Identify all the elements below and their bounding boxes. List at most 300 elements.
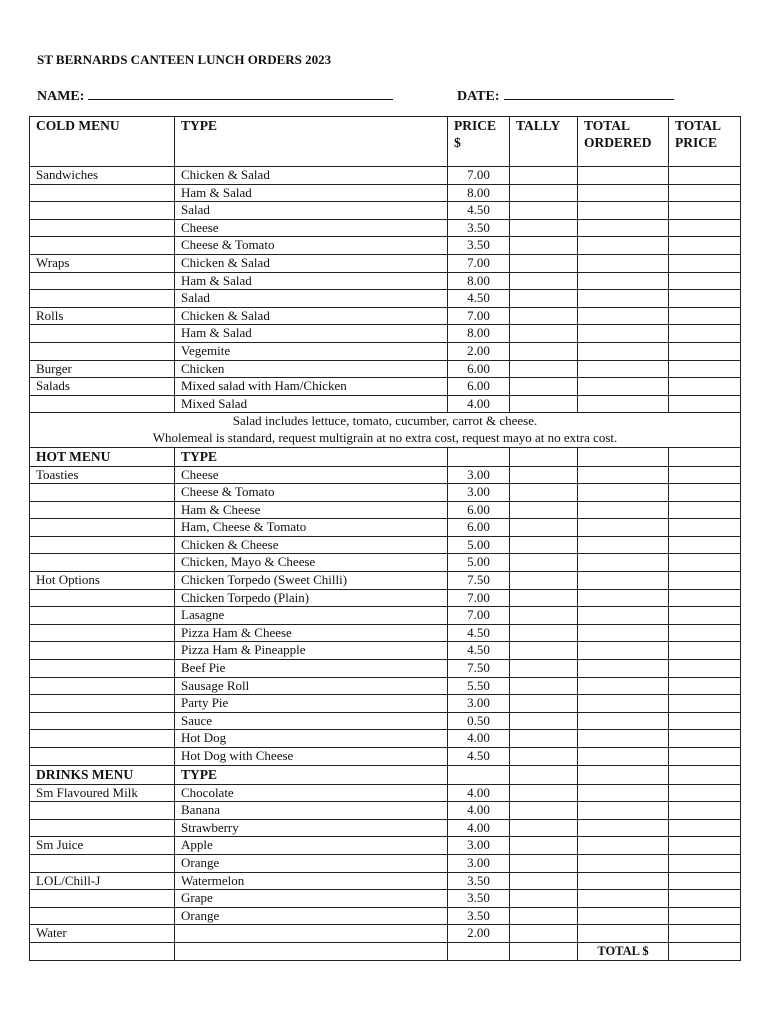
total-price-cell[interactable] xyxy=(669,325,741,343)
hot-item-price: 4.00 xyxy=(448,730,510,748)
total-price-cell[interactable] xyxy=(669,184,741,202)
drink-item-category: Water xyxy=(30,925,175,943)
cold-item-type: Vegemite xyxy=(175,342,448,360)
cold-item-row xyxy=(30,342,741,360)
order-form-table xyxy=(29,116,741,961)
type-heading: TYPE xyxy=(175,117,448,167)
total-price-cell[interactable] xyxy=(669,802,741,820)
total-price-cell[interactable] xyxy=(669,730,741,748)
cold-item-type: Ham & Salad xyxy=(175,272,448,290)
total-price-cell[interactable] xyxy=(669,572,741,590)
drink-item-category xyxy=(30,890,175,908)
tally-cell[interactable] xyxy=(510,554,578,572)
drinks-menu-type-heading: TYPE xyxy=(175,765,448,784)
cold-item-category xyxy=(30,219,175,237)
name-blank-line[interactable] xyxy=(88,87,393,100)
price-heading-unit: $ xyxy=(454,134,461,150)
cold-item-row xyxy=(30,237,741,255)
drink-item-type: Chocolate xyxy=(175,784,448,802)
blank-cell xyxy=(669,447,741,466)
total-ordered-cell[interactable] xyxy=(578,730,669,748)
total-ordered-cell[interactable] xyxy=(578,660,669,678)
total-price-cell[interactable] xyxy=(669,466,741,484)
hot-item-category xyxy=(30,695,175,713)
hot-item-category xyxy=(30,730,175,748)
tally-cell[interactable] xyxy=(510,837,578,855)
hot-item-price: 7.00 xyxy=(448,607,510,625)
tally-cell[interactable] xyxy=(510,660,578,678)
total-ordered-cell[interactable] xyxy=(578,677,669,695)
cold-menu-header-row xyxy=(30,117,741,167)
hot-item-category xyxy=(30,642,175,660)
hot-menu-heading: HOT MENU xyxy=(30,447,175,466)
tally-cell[interactable] xyxy=(510,925,578,943)
cold-item-row xyxy=(30,184,741,202)
tally-cell[interactable] xyxy=(510,607,578,625)
total-ordered-cell[interactable] xyxy=(578,642,669,660)
total-price-cell[interactable] xyxy=(669,819,741,837)
drink-item-category xyxy=(30,819,175,837)
hot-item-category xyxy=(30,748,175,766)
drink-item-row xyxy=(30,854,741,872)
total-ordered-cell[interactable] xyxy=(578,501,669,519)
hot-item-category xyxy=(30,589,175,607)
total-price-heading xyxy=(669,117,741,167)
total-price-cell[interactable] xyxy=(669,695,741,713)
hot-item-price: 5.00 xyxy=(448,536,510,554)
total-price-cell[interactable] xyxy=(669,872,741,890)
hot-item-type: Chicken & Cheese xyxy=(175,536,448,554)
tally-cell[interactable] xyxy=(510,536,578,554)
hot-item-row xyxy=(30,730,741,748)
hot-item-type: Ham, Cheese & Tomato xyxy=(175,519,448,537)
total-ordered-cell[interactable] xyxy=(578,819,669,837)
total-ordered-heading xyxy=(578,117,669,167)
total-price-cell[interactable] xyxy=(669,272,741,290)
tally-cell[interactable] xyxy=(510,307,578,325)
drink-item-type: Orange xyxy=(175,907,448,925)
cold-item-type: Ham & Salad xyxy=(175,184,448,202)
hot-item-type: Pizza Ham & Pineapple xyxy=(175,642,448,660)
drink-item-price: 2.00 xyxy=(448,925,510,943)
blank-cell xyxy=(448,765,510,784)
cold-item-price: 8.00 xyxy=(448,184,510,202)
hot-item-row xyxy=(30,501,741,519)
hot-item-price: 3.00 xyxy=(448,466,510,484)
total-ordered-cell[interactable] xyxy=(578,378,669,396)
drink-item-type: Grape xyxy=(175,890,448,908)
total-ordered-cell[interactable] xyxy=(578,802,669,820)
total-ordered-cell[interactable] xyxy=(578,290,669,308)
hot-item-type: Chicken, Mayo & Cheese xyxy=(175,554,448,572)
tally-cell[interactable] xyxy=(510,484,578,502)
hot-item-type: Sauce xyxy=(175,712,448,730)
total-price-cell[interactable] xyxy=(669,290,741,308)
hot-item-category xyxy=(30,712,175,730)
cold-item-category: Burger xyxy=(30,360,175,378)
hot-item-category xyxy=(30,607,175,625)
total-ordered-cell[interactable] xyxy=(578,872,669,890)
drink-item-row xyxy=(30,872,741,890)
cold-item-row xyxy=(30,219,741,237)
hot-item-price: 7.00 xyxy=(448,589,510,607)
tally-cell[interactable] xyxy=(510,624,578,642)
total-price-cell[interactable] xyxy=(669,854,741,872)
total-price-cell[interactable] xyxy=(669,342,741,360)
cold-item-price: 4.00 xyxy=(448,395,510,413)
total-ordered-cell[interactable] xyxy=(578,202,669,220)
tally-cell[interactable] xyxy=(510,342,578,360)
hot-item-category: Toasties xyxy=(30,466,175,484)
total-price-cell[interactable] xyxy=(669,307,741,325)
blank-cell xyxy=(448,942,510,960)
hot-item-row xyxy=(30,677,741,695)
cold-item-category: Salads xyxy=(30,378,175,396)
hot-item-row xyxy=(30,748,741,766)
blank-cell xyxy=(669,765,741,784)
total-price-cell[interactable] xyxy=(669,607,741,625)
total-ordered-cell[interactable] xyxy=(578,748,669,766)
grand-total-row xyxy=(30,942,741,960)
hot-item-price: 6.00 xyxy=(448,519,510,537)
hot-item-price: 6.00 xyxy=(448,501,510,519)
total-ordered-cell[interactable] xyxy=(578,307,669,325)
drink-item-row xyxy=(30,925,741,943)
blank-cell xyxy=(510,447,578,466)
grand-total-label: TOTAL $ xyxy=(578,942,669,960)
cold-menu-heading: COLD MENU xyxy=(30,117,175,167)
hot-item-price: 4.50 xyxy=(448,642,510,660)
total-price-cell[interactable] xyxy=(669,890,741,908)
total-price-cell[interactable] xyxy=(669,360,741,378)
tally-cell[interactable] xyxy=(510,466,578,484)
tally-cell[interactable] xyxy=(510,642,578,660)
total-price-cell[interactable] xyxy=(669,907,741,925)
hot-item-type: Hot Dog xyxy=(175,730,448,748)
total-price-cell[interactable] xyxy=(669,554,741,572)
cold-item-price: 3.50 xyxy=(448,219,510,237)
hot-item-category xyxy=(30,484,175,502)
page-title: ST BERNARDS CANTEEN LUNCH ORDERS 2023 xyxy=(37,52,332,67)
hot-item-price: 7.50 xyxy=(448,660,510,678)
hot-item-price: 4.50 xyxy=(448,624,510,642)
total-price-cell[interactable] xyxy=(669,589,741,607)
cold-item-row xyxy=(30,254,741,272)
cold-item-price: 7.00 xyxy=(448,167,510,185)
drink-item-price: 4.00 xyxy=(448,819,510,837)
hot-item-type: Hot Dog with Cheese xyxy=(175,748,448,766)
cold-item-category xyxy=(30,290,175,308)
total-ordered-cell[interactable] xyxy=(578,925,669,943)
hot-item-price: 5.00 xyxy=(448,554,510,572)
hot-item-type: Chicken Torpedo (Sweet Chilli) xyxy=(175,572,448,590)
total-ordered-cell[interactable] xyxy=(578,607,669,625)
cold-item-category: Rolls xyxy=(30,307,175,325)
tally-cell[interactable] xyxy=(510,237,578,255)
cold-item-category xyxy=(30,272,175,290)
cold-item-row xyxy=(30,290,741,308)
hot-item-row xyxy=(30,695,741,713)
hot-item-row xyxy=(30,624,741,642)
tally-cell[interactable] xyxy=(510,890,578,908)
cold-item-row xyxy=(30,272,741,290)
total-ordered-cell[interactable] xyxy=(578,484,669,502)
hot-item-price: 3.00 xyxy=(448,695,510,713)
total-price-cell[interactable] xyxy=(669,837,741,855)
drink-item-row xyxy=(30,837,741,855)
drink-item-type: Orange xyxy=(175,854,448,872)
hot-item-category xyxy=(30,501,175,519)
cold-item-category: Sandwiches xyxy=(30,167,175,185)
hot-item-price: 0.50 xyxy=(448,712,510,730)
total-price-cell[interactable] xyxy=(669,484,741,502)
cold-item-price: 8.00 xyxy=(448,325,510,343)
tally-cell[interactable] xyxy=(510,272,578,290)
blank-cell xyxy=(578,765,669,784)
cold-item-price: 6.00 xyxy=(448,360,510,378)
drink-item-row xyxy=(30,890,741,908)
tally-cell[interactable] xyxy=(510,872,578,890)
hot-item-category: Hot Options xyxy=(30,572,175,590)
drink-item-price: 4.00 xyxy=(448,802,510,820)
cold-item-type: Mixed Salad xyxy=(175,395,448,413)
salad-note xyxy=(30,413,741,447)
cold-item-price: 7.00 xyxy=(448,254,510,272)
tally-cell[interactable] xyxy=(510,802,578,820)
total-price-cell[interactable] xyxy=(669,536,741,554)
total-price-cell[interactable] xyxy=(669,677,741,695)
hot-item-row xyxy=(30,484,741,502)
total-ordered-cell[interactable] xyxy=(578,254,669,272)
total-price-cell[interactable] xyxy=(669,660,741,678)
drink-item-type: Watermelon xyxy=(175,872,448,890)
tally-cell[interactable] xyxy=(510,784,578,802)
tally-cell[interactable] xyxy=(510,854,578,872)
tally-cell[interactable] xyxy=(510,254,578,272)
cold-item-row xyxy=(30,395,741,413)
cold-item-price: 7.00 xyxy=(448,307,510,325)
drinks-menu-header-row xyxy=(30,765,741,784)
blank-cell xyxy=(30,942,175,960)
tally-cell[interactable] xyxy=(510,677,578,695)
cold-item-row xyxy=(30,325,741,343)
tally-cell[interactable] xyxy=(510,730,578,748)
drink-item-row xyxy=(30,784,741,802)
total-price-cell[interactable] xyxy=(669,167,741,185)
total-price-cell[interactable] xyxy=(669,378,741,396)
tally-cell[interactable] xyxy=(510,819,578,837)
total-ordered-cell[interactable] xyxy=(578,519,669,537)
salad-note-line-2: Wholemeal is standard, request multigrain at no extra cost, request mayo at no extra cost. xyxy=(152,429,618,445)
total-price-cell[interactable] xyxy=(669,784,741,802)
total-ordered-cell[interactable] xyxy=(578,589,669,607)
hot-item-row xyxy=(30,607,741,625)
total-price-cell[interactable] xyxy=(669,712,741,730)
tally-cell[interactable] xyxy=(510,378,578,396)
price-heading xyxy=(448,117,510,167)
tally-cell[interactable] xyxy=(510,219,578,237)
cold-item-category xyxy=(30,342,175,360)
total-price-heading-1: TOTAL xyxy=(675,118,722,133)
hot-menu-type-heading: TYPE xyxy=(175,447,448,466)
cold-item-price: 2.00 xyxy=(448,342,510,360)
tally-cell[interactable] xyxy=(510,907,578,925)
blank-cell xyxy=(175,942,448,960)
cold-item-category xyxy=(30,184,175,202)
tally-cell[interactable] xyxy=(510,712,578,730)
tally-cell[interactable] xyxy=(510,589,578,607)
total-ordered-heading-1: TOTAL xyxy=(584,118,631,133)
blank-cell xyxy=(578,447,669,466)
salad-note-row xyxy=(30,413,741,447)
hot-item-category xyxy=(30,660,175,678)
total-ordered-cell[interactable] xyxy=(578,784,669,802)
tally-cell[interactable] xyxy=(510,519,578,537)
tally-cell[interactable] xyxy=(510,748,578,766)
total-price-cell[interactable] xyxy=(669,202,741,220)
total-ordered-cell[interactable] xyxy=(578,572,669,590)
total-price-cell[interactable] xyxy=(669,395,741,413)
hot-item-row xyxy=(30,466,741,484)
tally-cell[interactable] xyxy=(510,360,578,378)
name-field[interactable] xyxy=(37,87,393,105)
cold-item-type: Chicken xyxy=(175,360,448,378)
cold-item-row xyxy=(30,167,741,185)
drink-item-price: 4.00 xyxy=(448,784,510,802)
hot-item-price: 5.50 xyxy=(448,677,510,695)
total-ordered-cell[interactable] xyxy=(578,395,669,413)
hot-item-price: 3.00 xyxy=(448,484,510,502)
tally-cell[interactable] xyxy=(510,325,578,343)
price-heading-label: PRICE xyxy=(454,118,497,133)
total-price-cell[interactable] xyxy=(669,642,741,660)
cold-item-category xyxy=(30,237,175,255)
total-ordered-cell[interactable] xyxy=(578,325,669,343)
tally-cell[interactable] xyxy=(510,572,578,590)
total-ordered-cell[interactable] xyxy=(578,272,669,290)
drinks-menu-heading: DRINKS MENU xyxy=(30,765,175,784)
drink-item-type: Apple xyxy=(175,837,448,855)
hot-item-row xyxy=(30,660,741,678)
hot-item-type: Cheese xyxy=(175,466,448,484)
tally-cell[interactable] xyxy=(510,695,578,713)
hot-item-row xyxy=(30,572,741,590)
tally-cell[interactable] xyxy=(510,290,578,308)
total-price-cell[interactable] xyxy=(669,501,741,519)
tally-cell[interactable] xyxy=(510,184,578,202)
name-label: NAME: xyxy=(37,89,85,104)
cold-item-type: Cheese & Tomato xyxy=(175,237,448,255)
hot-item-type: Beef Pie xyxy=(175,660,448,678)
total-ordered-cell[interactable] xyxy=(578,536,669,554)
grand-total-value-cell[interactable] xyxy=(669,942,741,960)
total-ordered-cell[interactable] xyxy=(578,712,669,730)
blank-cell xyxy=(448,447,510,466)
drink-item-category: Sm Juice xyxy=(30,837,175,855)
cold-item-type: Chicken & Salad xyxy=(175,167,448,185)
total-ordered-cell[interactable] xyxy=(578,624,669,642)
total-ordered-cell[interactable] xyxy=(578,695,669,713)
hot-item-type: Pizza Ham & Cheese xyxy=(175,624,448,642)
drink-item-row xyxy=(30,802,741,820)
total-price-cell[interactable] xyxy=(669,925,741,943)
tally-heading: TALLY xyxy=(510,117,578,167)
cold-item-category xyxy=(30,202,175,220)
total-ordered-cell[interactable] xyxy=(578,342,669,360)
hot-item-price: 4.50 xyxy=(448,748,510,766)
hot-item-category xyxy=(30,624,175,642)
hot-item-type: Lasagne xyxy=(175,607,448,625)
hot-item-type: Chicken Torpedo (Plain) xyxy=(175,589,448,607)
drink-item-row xyxy=(30,907,741,925)
cold-item-row xyxy=(30,378,741,396)
hot-item-type: Sausage Roll xyxy=(175,677,448,695)
hot-item-type: Cheese & Tomato xyxy=(175,484,448,502)
total-ordered-cell[interactable] xyxy=(578,237,669,255)
total-ordered-cell[interactable] xyxy=(578,554,669,572)
total-price-cell[interactable] xyxy=(669,624,741,642)
total-ordered-cell[interactable] xyxy=(578,907,669,925)
hot-item-category xyxy=(30,519,175,537)
cold-item-row xyxy=(30,307,741,325)
hot-item-row xyxy=(30,712,741,730)
drink-item-type: Banana xyxy=(175,802,448,820)
date-field[interactable] xyxy=(457,87,674,105)
blank-cell xyxy=(510,942,578,960)
total-price-cell[interactable] xyxy=(669,219,741,237)
cold-item-type: Mixed salad with Ham/Chicken xyxy=(175,378,448,396)
total-price-cell[interactable] xyxy=(669,519,741,537)
total-ordered-cell[interactable] xyxy=(578,837,669,855)
date-blank-line[interactable] xyxy=(504,87,674,100)
cold-item-row xyxy=(30,360,741,378)
date-label: DATE: xyxy=(457,89,500,104)
hot-item-price: 7.50 xyxy=(448,572,510,590)
tally-cell[interactable] xyxy=(510,202,578,220)
total-price-cell[interactable] xyxy=(669,254,741,272)
cold-item-price: 6.00 xyxy=(448,378,510,396)
cold-item-type: Cheese xyxy=(175,219,448,237)
hot-item-row xyxy=(30,589,741,607)
total-price-heading-2: PRICE xyxy=(675,134,718,150)
hot-item-type: Ham & Cheese xyxy=(175,501,448,519)
total-ordered-cell[interactable] xyxy=(578,890,669,908)
total-ordered-cell[interactable] xyxy=(578,219,669,237)
blank-cell xyxy=(510,765,578,784)
drink-item-type xyxy=(175,925,448,943)
drink-item-category xyxy=(30,802,175,820)
drink-item-row xyxy=(30,819,741,837)
total-ordered-cell[interactable] xyxy=(578,854,669,872)
drink-item-category xyxy=(30,907,175,925)
cold-item-type: Salad xyxy=(175,202,448,220)
total-ordered-cell[interactable] xyxy=(578,466,669,484)
hot-item-type: Party Pie xyxy=(175,695,448,713)
cold-item-category: Wraps xyxy=(30,254,175,272)
total-price-cell[interactable] xyxy=(669,748,741,766)
hot-item-category xyxy=(30,554,175,572)
total-ordered-cell[interactable] xyxy=(578,167,669,185)
cold-item-type: Salad xyxy=(175,290,448,308)
cold-item-type: Ham & Salad xyxy=(175,325,448,343)
total-ordered-cell[interactable] xyxy=(578,184,669,202)
total-ordered-cell[interactable] xyxy=(578,360,669,378)
drink-item-category xyxy=(30,854,175,872)
tally-cell[interactable] xyxy=(510,167,578,185)
tally-cell[interactable] xyxy=(510,501,578,519)
total-price-cell[interactable] xyxy=(669,237,741,255)
tally-cell[interactable] xyxy=(510,395,578,413)
